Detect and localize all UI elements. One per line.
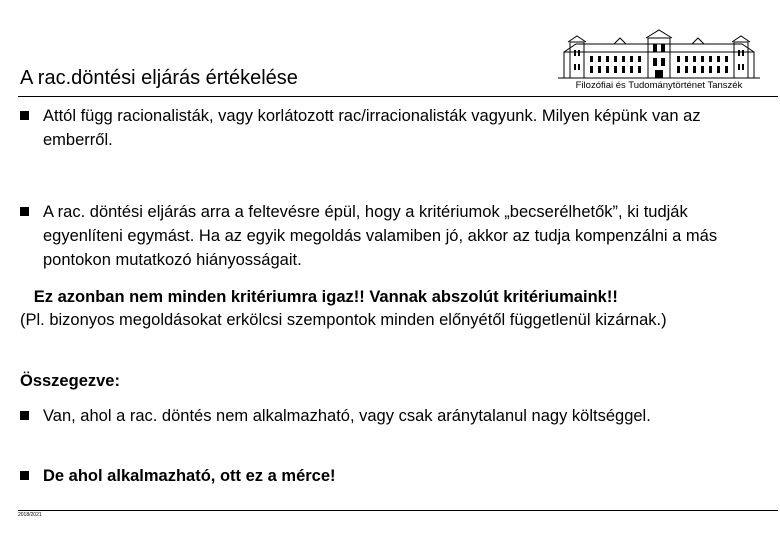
square-bullet-icon <box>20 411 29 420</box>
university-building-icon <box>556 28 762 80</box>
emphasis-paragraph <box>20 286 760 332</box>
footer-date: 2018/2021 <box>18 512 42 518</box>
square-bullet-icon <box>20 111 29 120</box>
bullet-text: Attól függ racionalisták, vagy korlátozott rac/irracionalisták vagyunk. Milyen képünk van az emberről. <box>43 107 701 149</box>
footer-divider <box>18 510 778 511</box>
bullet-text: A rac. döntési eljárás arra a feltevésre épül, hogy a kritériumok „becserélhetők”, ki tudják egyenlíteni egymást. Ha az egyik megoldás valamiben jó, akkor az tudja kompenzálni a más pontokon mutatkozó hiányosságait. <box>43 203 718 269</box>
logo-caption: Filozófiai és Tudománytörténet Tanszék <box>575 80 743 91</box>
summary-heading: Összegezve: <box>20 372 120 390</box>
square-bullet-icon <box>20 471 29 480</box>
bullet-text: Van, ahol a rac. döntés nem alkalmazható, vagy csak aránytalanul nagy költséggel. <box>43 407 651 425</box>
title-divider <box>18 96 778 97</box>
emphasis-bold-text: Ez azonban nem minden kritériumra igaz!! Vannak abszolút kritériumaink!! <box>33 288 618 306</box>
square-bullet-icon <box>20 207 29 216</box>
university-logo <box>556 28 762 96</box>
bullet-text: De ahol alkalmazható, ott ez a mérce! <box>43 467 336 485</box>
emphasis-normal-text: (Pl. bizonyos megoldásokat erkölcsi szempontok minden előnyétől függetlenül kizárnak.) <box>20 311 667 329</box>
slide-title: A rac.döntési eljárás értékelése <box>20 67 298 89</box>
